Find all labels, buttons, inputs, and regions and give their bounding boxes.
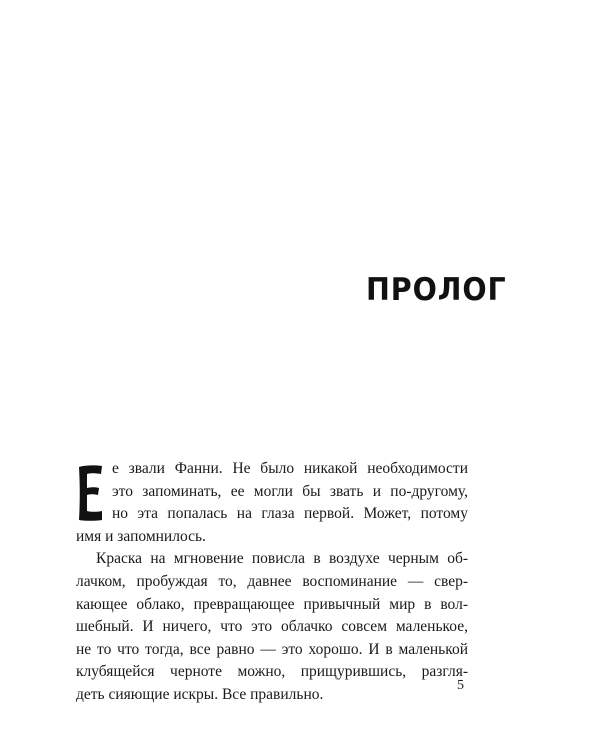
text-line: лачком, пробуждая то, давнее воспоминание — свер- <box>76 572 468 590</box>
text-line: имя и запомнилось. <box>76 527 206 545</box>
text-line: е звали Фанни. Не было никакой необходимости <box>112 460 468 477</box>
text-line: шебный. И ничего, что это облачко совсем маленькое, <box>76 618 468 636</box>
chapter-title: ПРОЛОГ <box>366 272 507 308</box>
body-text <box>76 458 468 707</box>
text-line: деть сияющие искры. Все правильно. <box>76 685 324 703</box>
text-line: это запоминать, ее могли бы звать и по-другому, <box>112 482 468 500</box>
text-line: кающее облако, превращающее привычный мир в вол- <box>76 595 468 613</box>
page-number: 5 <box>457 678 464 693</box>
text-line: не то что тогда, все равно — это хорошо. И в маленькой <box>76 640 468 658</box>
text-line: клубящейся черноте можно, прищурившись, разгля- <box>76 663 468 681</box>
text-line: но эта попалась на глаза первой. Может, потому <box>112 505 468 523</box>
text-line: Краска на мгновение повисла в воздухе черным об- <box>96 550 468 568</box>
